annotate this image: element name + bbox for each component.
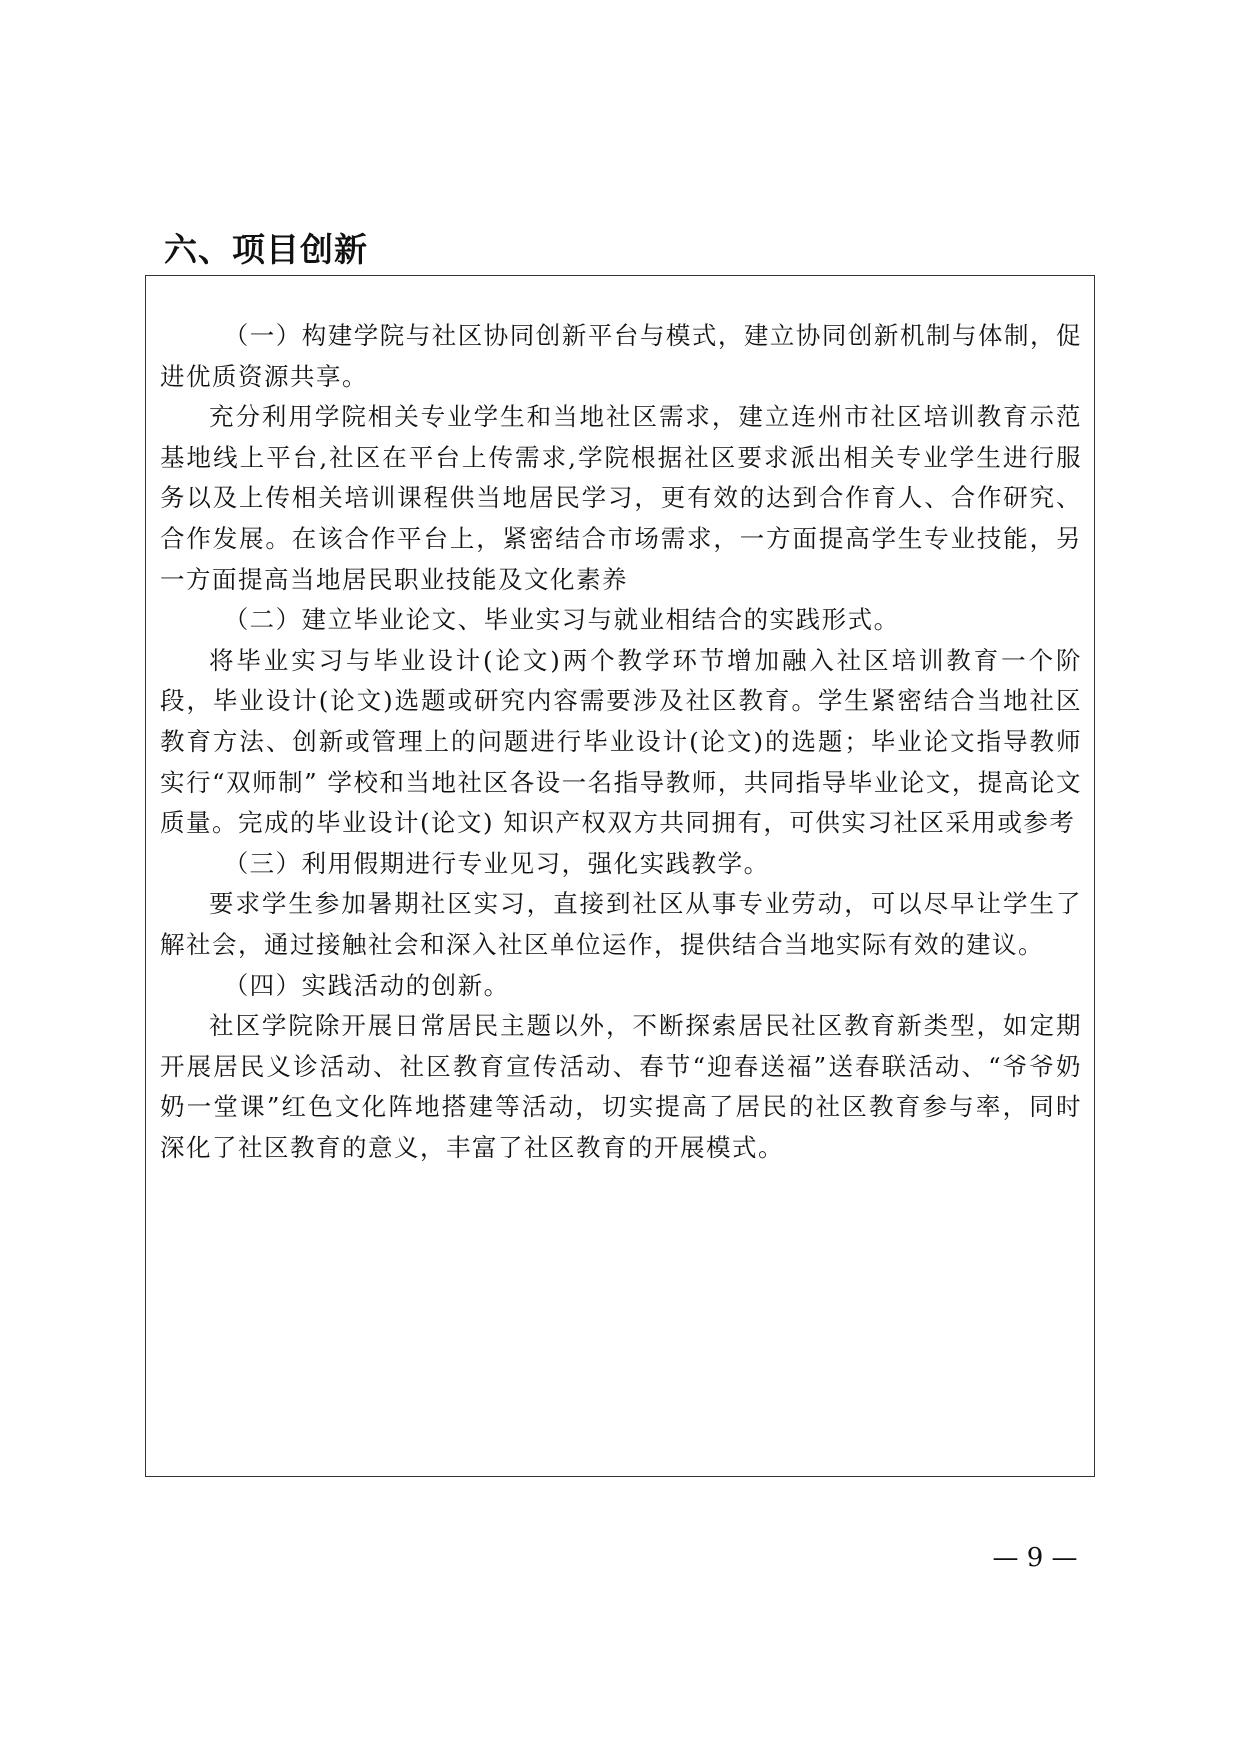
subheading-1: （一）构建学院与社区协同创新平台与模式，建立协同创新机制与体制，促进优质资源共享。	[160, 321, 1082, 391]
subheading-4: （四）实践活动的创新。	[223, 970, 510, 1000]
content-body	[160, 316, 1082, 1168]
content-box	[145, 275, 1095, 1477]
subheading-2: （二）建立毕业论文、毕业实习与就业相结合的实践形式。	[223, 605, 900, 635]
paragraph-3: 要求学生参加暑期社区实习，直接到社区从事专业劳动，可以尽早让学生了解社会，通过接触社会和深入社区单位运作，提供结合当地实际有效的建议。	[160, 889, 1082, 959]
page-number: — 9 —	[992, 1543, 1078, 1573]
paragraph-2: 将毕业实习与毕业设计(论文)两个教学环节增加融入社区培训教育一个阶段，毕业设计(论文)选题或研究内容需要涉及社区教育。学生紧密结合当地社区教育方法、创新或管理上的问题进行毕业设计(论文)的选题；毕业论文指导教师实行“双师制” 学校和当地社区各设一名指导教师，共同指导毕业论文，提高论文质量。完成的毕业设计(论文) 知识产权双方共同拥有，可供实习社区采用或参考	[160, 645, 1082, 838]
subheading-3: （三）利用假期进行专业见习，强化实践教学。	[223, 848, 770, 878]
paragraph-4: 社区学院除开展日常居民主题以外，不断探索居民社区教育新类型，如定期开展居民义诊活动、社区教育宣传活动、春节“迎春送福”送春联活动、“爷爷奶奶一堂课”红色文化阵地搭建等活动，切实提高了居民的社区教育参与率，同时深化了社区教育的意义，丰富了社区教育的开展模式。	[160, 1011, 1082, 1162]
paragraph-1: 充分利用学院相关专业学生和当地社区需求，建立连州市社区培训教育示范基地线上平台,社区在平台上传需求,学院根据社区要求派出相关专业学生进行服务以及上传相关培训课程供当地居民学习，更有效的达到合作育人、合作研究、合作发展。在该合作平台上，紧密结合市场需求，一方面提高学生专业技能，另一方面提高当地居民职业技能及文化素养	[160, 402, 1082, 594]
section-heading: 六、项目创新	[164, 230, 368, 269]
